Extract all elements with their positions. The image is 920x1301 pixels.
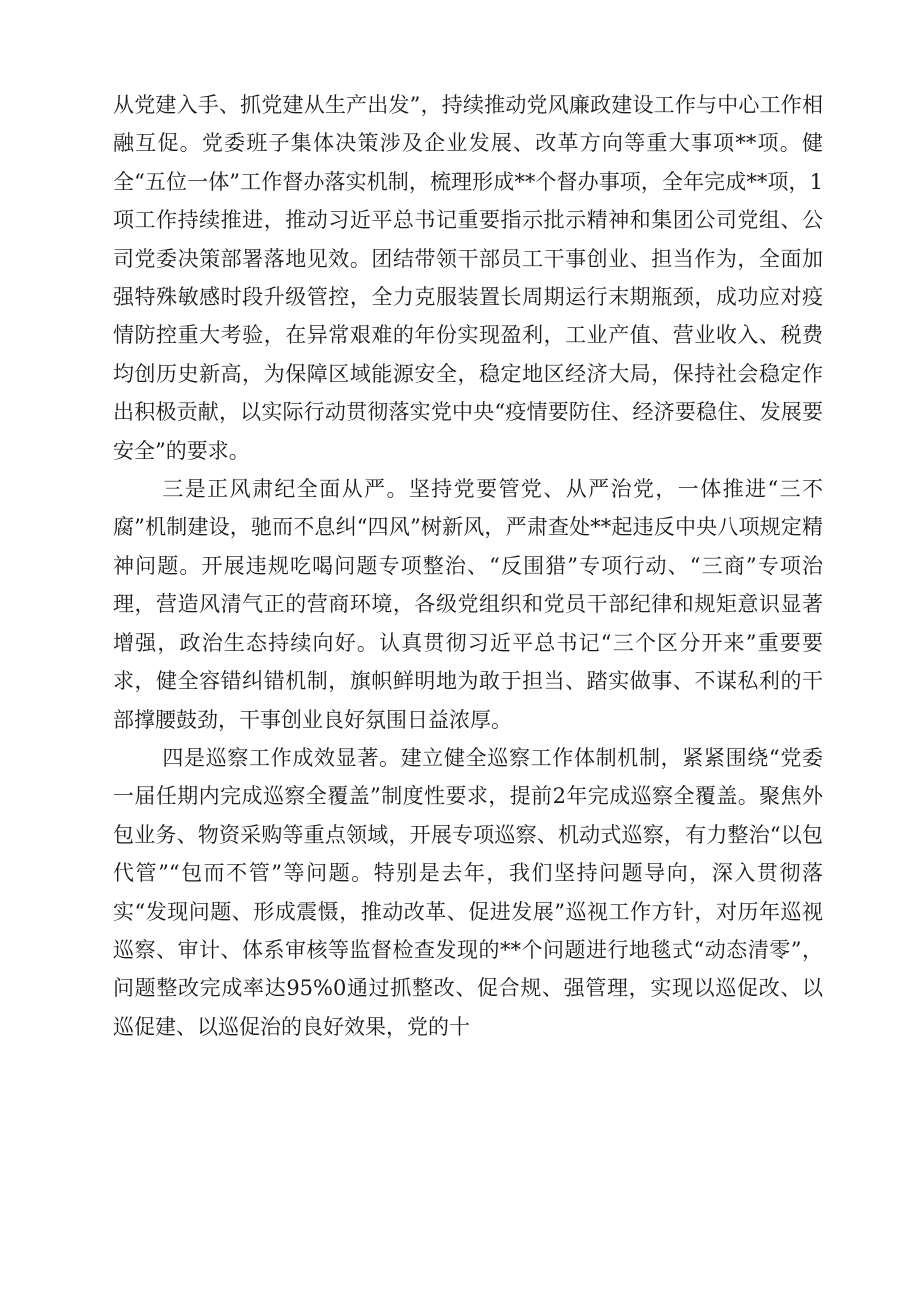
paragraph-section-three: 三是正风肃纪全面从严。坚持党要管党、从严治党，一体推进“三不腐”机制建设，驰而不息纠“四风”树新风，严肃查处**起违反中央八项规定精神问题。开展违规吃喝问题专项整治、“反围猎”专项行动、“三商”专项治理，营造风清气正的营商环境，各级党组织和党员干部纪律和规矩意识显著增强，政治生态持续向好。认真贯彻习近平总书记“三个区分开来”重要要求，健全容错纠错机制，旗帜鲜明地为敢于担当、踏实做事、不谋私利的干部撑腰鼓劲，干事创业良好氛围日益浓厚。 — [113, 477, 823, 732]
paragraph-continued: 从党建入手、抓党建从生产出发”，持续推动党风廉政建设工作与中心工作相融互促。党委班子集体决策涉及企业发展、改革方向等重大事项**项。健全“五位一体”工作督办落实机制，梳理形成**个督办事项，全年完成**项，1项工作持续推进，推动习近平总书记重要指示批示精神和集团公司党组、公司党委决策部署落地见效。团结带领干部员工干事创业、担当作为，全面加强特殊敏感时段升级管控，全力克服装置长周期运行末期瓶颈，成功应对疫情防控重大考验，在异常艰难的年份实现盈利，工业产值、营业收入、税费均创历史新高，为保障区域能源安全，稳定地区经济大局，保持社会稳定作出积极贡献，以实际行动贯彻落实党中央“疫情要防住、经济要稳住、发展要安全”的要求。 — [113, 93, 823, 463]
document-page — [113, 86, 823, 1046]
paragraph-section-four: 四是巡察工作成效显著。建立健全巡察工作体制机制，紧紧围绕“党委一届任期内完成巡察全覆盖”制度性要求，提前2年完成巡察全覆盖。聚焦外包业务、物资采购等重点领域，开展专项巡察、机动式巡察，有力整治“以包代管”“包而不管”等问题。特别是去年，我们坚持问题导向，深入贯彻落实“发现问题、形成震慑，推动改革、促进发展”巡视工作方针，对历年巡视巡察、审计、体系审核等监督检查发现的**个问题进行地毯式“动态清零”，问题整改完成率达95%0通过抓整改、促合规、强管理，实现以巡促改、以巡促建、以巡促治的良好效果，党的十 — [113, 745, 823, 1039]
